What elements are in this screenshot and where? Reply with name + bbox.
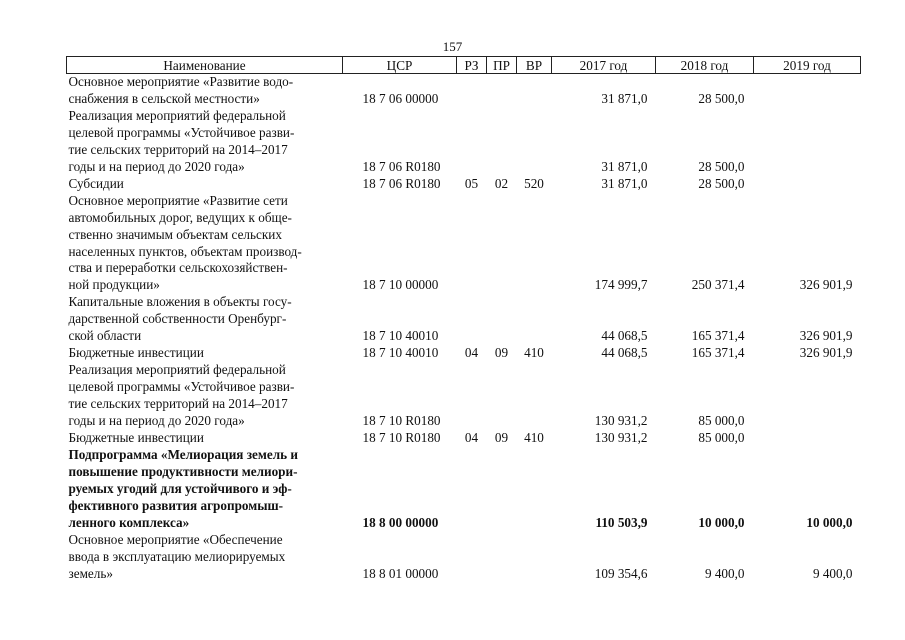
cell-rz [457,108,487,176]
cell-csr: 18 7 06 R0180 [362,175,441,191]
cell-vr: 410 [524,345,544,361]
table-row [67,345,861,362]
cell-name [67,193,343,295]
table-header [67,57,861,74]
cell-rz [457,532,487,583]
name-line: Подпрограмма «Мелиорация земель и [68,446,298,462]
cell-rz [457,447,487,532]
cell-2017: 44 068,5 [601,345,648,361]
name-line: годы и на период до 2020 года» [68,158,245,174]
cell-vr: 410 [524,430,544,446]
header-row [67,57,861,74]
cell-vr [517,193,552,295]
name-line: Субсидии [68,175,124,191]
name-line: автомобильных дорог, ведущих к обще- [68,209,292,225]
cell-rz: 05 [464,175,479,191]
cell-pr: 09 [494,430,509,446]
name-line: годы и на период до 2020 года» [68,413,245,429]
cell-pr [487,447,517,532]
cell-2018: 9 400,0 [704,565,745,581]
cell-vr [517,532,552,583]
cell-pr [487,532,517,583]
cell-2019 [754,74,861,108]
cell-2018: 85 000,0 [698,413,745,429]
name-line: фективного развития агропромыш- [68,497,284,513]
cell-csr: 18 8 00 00000 [362,514,439,530]
cell-pr: 02 [494,175,509,191]
cell-2019: 9 400,0 [812,565,853,581]
name-line: Бюджетные инвестиции [68,345,204,361]
cell-csr: 18 7 10 40010 [362,345,439,361]
cell-vr [517,108,552,176]
cell-rz [457,362,487,430]
name-line: повышение продуктивности мелиори- [68,463,298,479]
name-line: ввода в эксплуатацию мелиорируемых [68,548,286,564]
cell-pr [487,193,517,295]
table-row [67,294,861,345]
budget-table [66,56,861,583]
name-line: ской области [68,328,142,344]
name-line: целевой программы «Устойчивое разви- [68,379,295,395]
cell-name [67,345,343,362]
cell-name [67,430,343,447]
cell-name [67,362,343,430]
table-row [67,176,861,193]
cell-2018: 165 371,4 [691,345,745,361]
cell-2017: 109 354,6 [594,565,648,581]
cell-name [67,447,343,532]
name-line: ства и переработки сельскохозяйствен- [68,260,288,276]
cell-2018: 28 500,0 [698,90,745,106]
header-pr: ПР [487,57,517,74]
cell-name [67,176,343,193]
cell-2019: 326 901,9 [799,328,853,344]
table-row [67,430,861,447]
cell-csr: 18 8 01 00000 [362,565,439,581]
name-line: тие сельских территорий на 2014–2017 [68,141,288,157]
cell-csr: 18 7 10 R0180 [362,430,441,446]
header-2019: 2019 год [754,57,861,74]
name-line: ной продукции» [68,277,160,293]
name-line: Капитальные вложения в объекты госу- [68,294,292,310]
cell-2018: 28 500,0 [698,158,745,174]
cell-name [67,108,343,176]
cell-2017: 31 871,0 [601,158,648,174]
cell-vr [517,362,552,430]
cell-2018: 28 500,0 [698,175,745,191]
cell-vr [517,74,552,108]
cell-2017: 174 999,7 [594,277,648,293]
name-line: дарственной собственности Оренбург- [68,311,287,327]
table-row [67,193,861,295]
header-vr: ВР [517,57,552,74]
header-2018: 2018 год [656,57,754,74]
cell-rz [457,74,487,108]
cell-2017: 31 871,0 [601,175,648,191]
cell-rz: 04 [464,345,479,361]
name-line: Основное мероприятие «Развитие сети [68,192,288,208]
name-line: ленного комплекса» [68,514,190,530]
name-line: целевой программы «Устойчивое разви- [68,124,295,140]
name-line: Бюджетные инвестиции [68,430,204,446]
name-line: Реализация мероприятий федеральной [68,107,286,123]
table-row [67,532,861,583]
cell-name [67,74,343,108]
cell-pr [487,294,517,345]
cell-vr: 520 [524,175,544,191]
cell-2019 [754,176,861,193]
cell-2019 [754,108,861,176]
cell-2018: 165 371,4 [691,328,745,344]
name-line: Основное мероприятие «Обеспечение [68,531,283,547]
cell-2017: 31 871,0 [601,90,648,106]
header-2017: 2017 год [552,57,656,74]
cell-2019: 326 901,9 [799,345,853,361]
cell-2018: 10 000,0 [698,514,745,530]
name-line: руемых угодий для устойчивого и эф- [68,480,292,496]
cell-pr [487,362,517,430]
cell-2017: 130 931,2 [594,430,648,446]
cell-2019: 326 901,9 [799,277,853,293]
cell-2019 [754,430,861,447]
cell-csr: 18 7 06 00000 [362,90,439,106]
name-line: ственно значимым объектам сельских [68,226,282,242]
cell-csr: 18 7 10 R0180 [362,413,441,429]
cell-vr [517,294,552,345]
cell-2019: 10 000,0 [806,514,853,530]
cell-pr [487,108,517,176]
cell-pr: 09 [494,345,509,361]
cell-csr: 18 7 10 00000 [362,277,439,293]
cell-pr [487,74,517,108]
name-line: Основное мероприятие «Развитие водо- [68,74,294,89]
name-line: снабжения в сельской местности» [68,90,260,106]
page-number: 157 [442,39,463,54]
cell-rz [457,193,487,295]
cell-2018: 250 371,4 [691,277,745,293]
header-csr: ЦСР [343,57,457,74]
header-name: Наименование [67,57,343,74]
cell-2018: 85 000,0 [698,430,745,446]
table-row [67,108,861,176]
name-line: Реализация мероприятий федеральной [68,362,286,378]
name-line: тие сельских территорий на 2014–2017 [68,396,288,412]
name-line: земель» [68,565,113,581]
table-row [67,447,861,532]
name-line: населенных пунктов, объектам производ- [68,243,302,259]
cell-csr: 18 7 06 R0180 [362,158,441,174]
header-rz: РЗ [457,57,487,74]
cell-name [67,294,343,345]
cell-vr [517,447,552,532]
cell-rz: 04 [464,430,479,446]
table-row [67,74,861,108]
cell-csr: 18 7 10 40010 [362,328,439,344]
cell-2017: 130 931,2 [594,413,648,429]
cell-name [67,532,343,583]
table-body [67,74,861,583]
cell-2017: 110 503,9 [595,514,648,530]
cell-2017: 44 068,5 [601,328,648,344]
cell-rz [457,294,487,345]
cell-2019 [754,362,861,430]
table-row [67,362,861,430]
